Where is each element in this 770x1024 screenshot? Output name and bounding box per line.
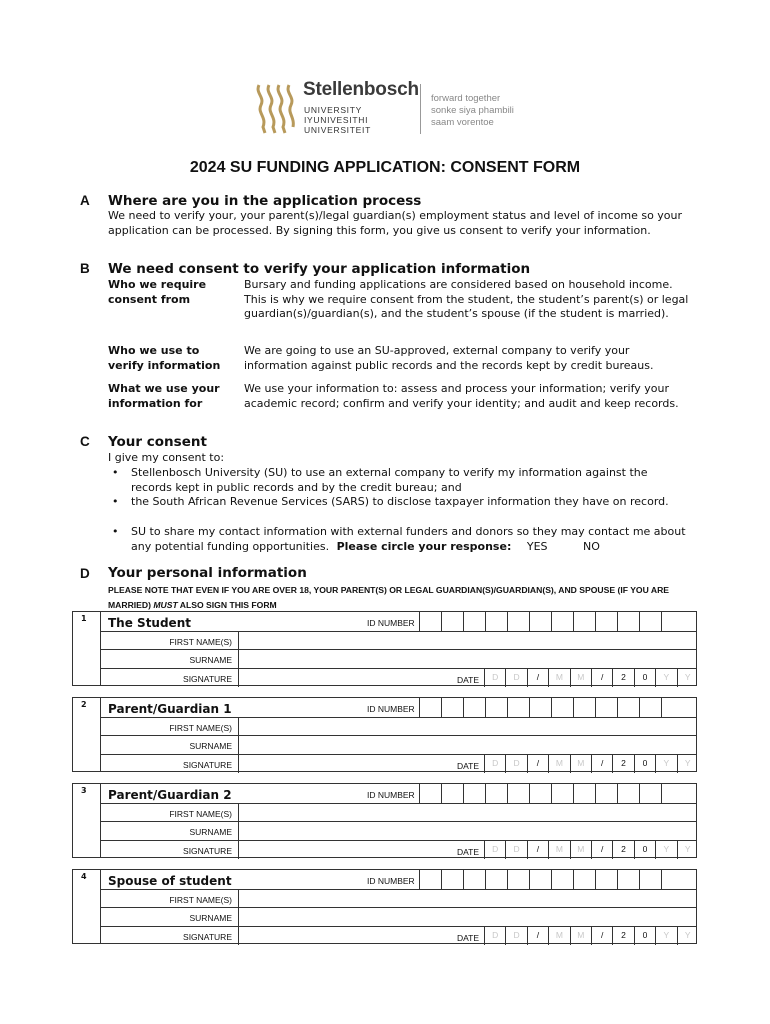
date-field[interactable]: [484, 754, 698, 773]
id-digit-cell[interactable]: [617, 612, 639, 631]
date-cell[interactable]: M: [548, 840, 569, 859]
id-digit-cell[interactable]: [485, 870, 507, 889]
id-digit-cell[interactable]: [639, 784, 661, 803]
id-digit-cell[interactable]: [595, 612, 617, 631]
surname-label: SURNAME: [189, 655, 232, 665]
id-digit-cell[interactable]: [661, 698, 683, 717]
id-digit-cell[interactable]: [661, 870, 683, 889]
section-c-letter: C: [80, 434, 90, 449]
date-label: DATE: [457, 933, 480, 943]
id-digit-cell[interactable]: [441, 698, 463, 717]
consent-bullet-3: • SU to share my contact information with external funders and donors so they may contact me about any potential funding opportunities. Please circle your response: YES NO: [108, 525, 688, 554]
surname-label: SURNAME: [189, 913, 232, 923]
id-number-label: ID NUMBER: [367, 790, 415, 800]
date-cell[interactable]: 2: [612, 754, 633, 773]
page-title: 2024 SU FUNDING APPLICATION: CONSENT FORM: [189, 159, 581, 176]
consent-from-text: Bursary and funding applications are considered based on household income. This is why we require consent from the student, the student’s parent(s) or legal guardian(s)/guardian(s), and the student’s spouse (if the student is married).: [244, 278, 689, 320]
date-cell[interactable]: M: [570, 754, 591, 773]
id-number-label: ID NUMBER: [367, 618, 415, 628]
first-name-label: FIRST NAME(S): [169, 895, 232, 905]
person-box-parent-guardian-1: [72, 697, 697, 772]
info-use-label: What we use your information for: [108, 382, 220, 410]
first-name-label: FIRST NAME(S): [169, 809, 232, 819]
person-role: Parent/Guardian 2: [108, 788, 232, 802]
id-digit-cell[interactable]: [639, 612, 661, 631]
signature-label: SIGNATURE: [183, 674, 232, 684]
consent-intro: I give my consent to:: [108, 451, 225, 464]
id-digit-cell[interactable]: [573, 698, 595, 717]
date-label: DATE: [457, 675, 480, 685]
surname-label: SURNAME: [189, 827, 232, 837]
date-cell[interactable]: 0: [634, 668, 655, 687]
date-cell[interactable]: M: [570, 926, 591, 945]
signature-input[interactable]: [239, 841, 449, 858]
first-name-label: FIRST NAME(S): [169, 637, 232, 647]
person-role: Parent/Guardian 1: [108, 702, 232, 716]
id-digit-cell[interactable]: [661, 784, 683, 803]
date-cell[interactable]: Y: [655, 840, 676, 859]
id-digit-cell[interactable]: [661, 612, 683, 631]
first-name-input[interactable]: [239, 804, 697, 821]
date-cell[interactable]: Y: [677, 668, 698, 687]
date-cell[interactable]: Y: [677, 754, 698, 773]
section-a-heading: Where are you in the application process: [108, 193, 422, 209]
section-a-letter: A: [80, 193, 90, 208]
id-digit-cell[interactable]: [507, 698, 529, 717]
date-cell[interactable]: /: [591, 668, 612, 687]
date-cell[interactable]: M: [570, 840, 591, 859]
logo-divider: [420, 84, 421, 134]
logo-tagline: forward together sonke siya phambili saam vorentoe: [431, 93, 514, 128]
date-cell[interactable]: 0: [634, 840, 655, 859]
date-cell[interactable]: M: [548, 668, 569, 687]
id-digit-cell[interactable]: [617, 698, 639, 717]
date-cell[interactable]: 2: [612, 926, 633, 945]
id-digit-cell[interactable]: [463, 870, 485, 889]
id-digit-cell[interactable]: [573, 784, 595, 803]
person-box-parent-guardian-2: [72, 783, 697, 858]
date-cell[interactable]: M: [548, 754, 569, 773]
id-digit-cell[interactable]: [617, 870, 639, 889]
id-digit-cell[interactable]: [485, 612, 507, 631]
date-cell[interactable]: 2: [612, 840, 633, 859]
id-digit-cell[interactable]: [441, 612, 463, 631]
id-digit-cell[interactable]: [551, 784, 573, 803]
consent-from-label: Who we require consent from: [108, 278, 207, 306]
id-digit-cell[interactable]: [507, 612, 529, 631]
verify-info-text: We are going to use an SU-approved, external company to verify your information against public records and the records kept by credit bureaus.: [244, 344, 654, 372]
date-cell[interactable]: 2: [612, 668, 633, 687]
id-digit-cell[interactable]: [529, 612, 551, 631]
date-cell[interactable]: D: [505, 668, 526, 687]
date-cell[interactable]: M: [548, 926, 569, 945]
date-label: DATE: [457, 847, 480, 857]
date-cell[interactable]: 0: [634, 754, 655, 773]
first-name-input[interactable]: [239, 718, 697, 735]
section-b-letter: B: [80, 261, 90, 276]
date-cell[interactable]: /: [527, 926, 548, 945]
id-number-field[interactable]: [419, 698, 683, 717]
id-digit-cell[interactable]: [441, 870, 463, 889]
date-cell[interactable]: D: [484, 754, 505, 773]
id-digit-cell[interactable]: [595, 870, 617, 889]
person-box-spouse: [72, 869, 697, 944]
logo-university-lines: UNIVERSITY IYUNIVESITHI UNIVERSITEIT: [304, 105, 371, 135]
id-digit-cell[interactable]: [441, 784, 463, 803]
section-d-letter: D: [80, 566, 90, 581]
id-digit-cell[interactable]: [551, 870, 573, 889]
id-digit-cell[interactable]: [507, 870, 529, 889]
person-number: 2: [81, 700, 87, 709]
id-digit-cell[interactable]: [639, 870, 661, 889]
signature-label: SIGNATURE: [183, 932, 232, 942]
surname-label: SURNAME: [189, 741, 232, 751]
date-cell[interactable]: /: [591, 926, 612, 945]
id-digit-cell[interactable]: [617, 784, 639, 803]
id-digit-cell[interactable]: [529, 784, 551, 803]
id-digit-cell[interactable]: [463, 784, 485, 803]
date-cell[interactable]: /: [527, 754, 548, 773]
logo-name: Stellenbosch: [303, 79, 419, 100]
signature-input[interactable]: [239, 669, 449, 686]
date-cell[interactable]: D: [505, 754, 526, 773]
surname-input[interactable]: [239, 736, 697, 753]
info-use-text: We use your information to: assess and process your information; verify your academic record; confirm and verify your identity; and audit and keep records.: [244, 382, 679, 410]
date-label: DATE: [457, 761, 480, 771]
person-number: 4: [81, 872, 87, 881]
date-cell[interactable]: /: [591, 840, 612, 859]
surname-input[interactable]: [239, 908, 697, 925]
id-digit-cell[interactable]: [573, 612, 595, 631]
id-digit-cell[interactable]: [419, 612, 441, 631]
verify-info-label: Who we use to verify information: [108, 344, 221, 372]
date-cell[interactable]: Y: [655, 754, 676, 773]
first-name-input[interactable]: [239, 632, 697, 649]
person-number: 3: [81, 786, 87, 795]
date-cell[interactable]: 0: [634, 926, 655, 945]
date-cell[interactable]: D: [484, 926, 505, 945]
consent-bullet-2: • the South African Revenue Services (SARS) to disclose taxpayer information they have on record.: [108, 495, 698, 510]
id-digit-cell[interactable]: [485, 698, 507, 717]
id-number-field[interactable]: [419, 870, 683, 889]
id-digit-cell[interactable]: [529, 870, 551, 889]
person-number: 1: [81, 614, 87, 623]
date-cell[interactable]: D: [505, 926, 526, 945]
id-digit-cell[interactable]: [529, 698, 551, 717]
date-cell[interactable]: Y: [677, 926, 698, 945]
date-cell[interactable]: Y: [655, 668, 676, 687]
id-number-field[interactable]: [419, 784, 683, 803]
first-name-label: FIRST NAME(S): [169, 723, 232, 733]
date-cell[interactable]: D: [484, 668, 505, 687]
id-digit-cell[interactable]: [419, 698, 441, 717]
id-digit-cell[interactable]: [419, 784, 441, 803]
id-digit-cell[interactable]: [485, 784, 507, 803]
signature-label: SIGNATURE: [183, 760, 232, 770]
date-cell[interactable]: D: [505, 840, 526, 859]
id-digit-cell[interactable]: [573, 870, 595, 889]
date-cell[interactable]: M: [570, 668, 591, 687]
id-number-label: ID NUMBER: [367, 876, 415, 886]
signature-label: SIGNATURE: [183, 846, 232, 856]
id-digit-cell[interactable]: [463, 698, 485, 717]
date-cell[interactable]: Y: [677, 840, 698, 859]
signature-input[interactable]: [239, 755, 449, 772]
section-c-heading: Your consent: [108, 434, 207, 450]
section-a-text: We need to verify your, your parent(s)/legal guardian(s) employment status and level of income so your application can be processed. By signing this form, you give us consent to verify your information.: [108, 209, 683, 237]
surname-input[interactable]: [239, 650, 697, 667]
person-box-student: [72, 611, 697, 686]
section-d-heading: Your personal information: [108, 565, 307, 581]
date-field[interactable]: [484, 926, 698, 945]
response-yes[interactable]: YES: [526, 539, 548, 553]
date-cell[interactable]: Y: [655, 926, 676, 945]
id-digit-cell[interactable]: [507, 784, 529, 803]
id-digit-cell[interactable]: [463, 612, 485, 631]
id-number-label: ID NUMBER: [367, 704, 415, 714]
id-number-field[interactable]: [419, 612, 683, 631]
date-field[interactable]: [484, 668, 698, 687]
date-field[interactable]: [484, 840, 698, 859]
date-cell[interactable]: D: [484, 840, 505, 859]
id-digit-cell[interactable]: [551, 698, 573, 717]
date-cell[interactable]: /: [591, 754, 612, 773]
id-digit-cell[interactable]: [419, 870, 441, 889]
response-no[interactable]: NO: [583, 539, 600, 553]
id-digit-cell[interactable]: [551, 612, 573, 631]
person-role: The Student: [108, 616, 191, 630]
id-digit-cell[interactable]: [595, 698, 617, 717]
id-digit-cell[interactable]: [595, 784, 617, 803]
consent-bullet-1: • Stellenbosch University (SU) to use an external company to verify my information against the records kept in public records and by the credit bureau; and: [108, 466, 688, 495]
date-cell[interactable]: /: [527, 840, 548, 859]
response-prompt: Please circle your response:: [336, 539, 512, 553]
university-logo-icon: [255, 83, 295, 135]
id-digit-cell[interactable]: [639, 698, 661, 717]
first-name-input[interactable]: [239, 890, 697, 907]
signature-input[interactable]: [239, 927, 449, 944]
section-b-heading: We need consent to verify your application information: [108, 261, 531, 277]
person-role: Spouse of student: [108, 874, 232, 888]
date-cell[interactable]: /: [527, 668, 548, 687]
signature-note: PLEASE NOTE THAT EVEN IF YOU ARE OVER 18, YOUR PARENT(S) OR LEGAL GUARDIAN(S)/GUARDIAN(S), AND SPOUSE (IF YOU ARE MARRIED) MUST ALSO SIGN THIS FORM: [108, 585, 670, 610]
surname-input[interactable]: [239, 822, 697, 839]
